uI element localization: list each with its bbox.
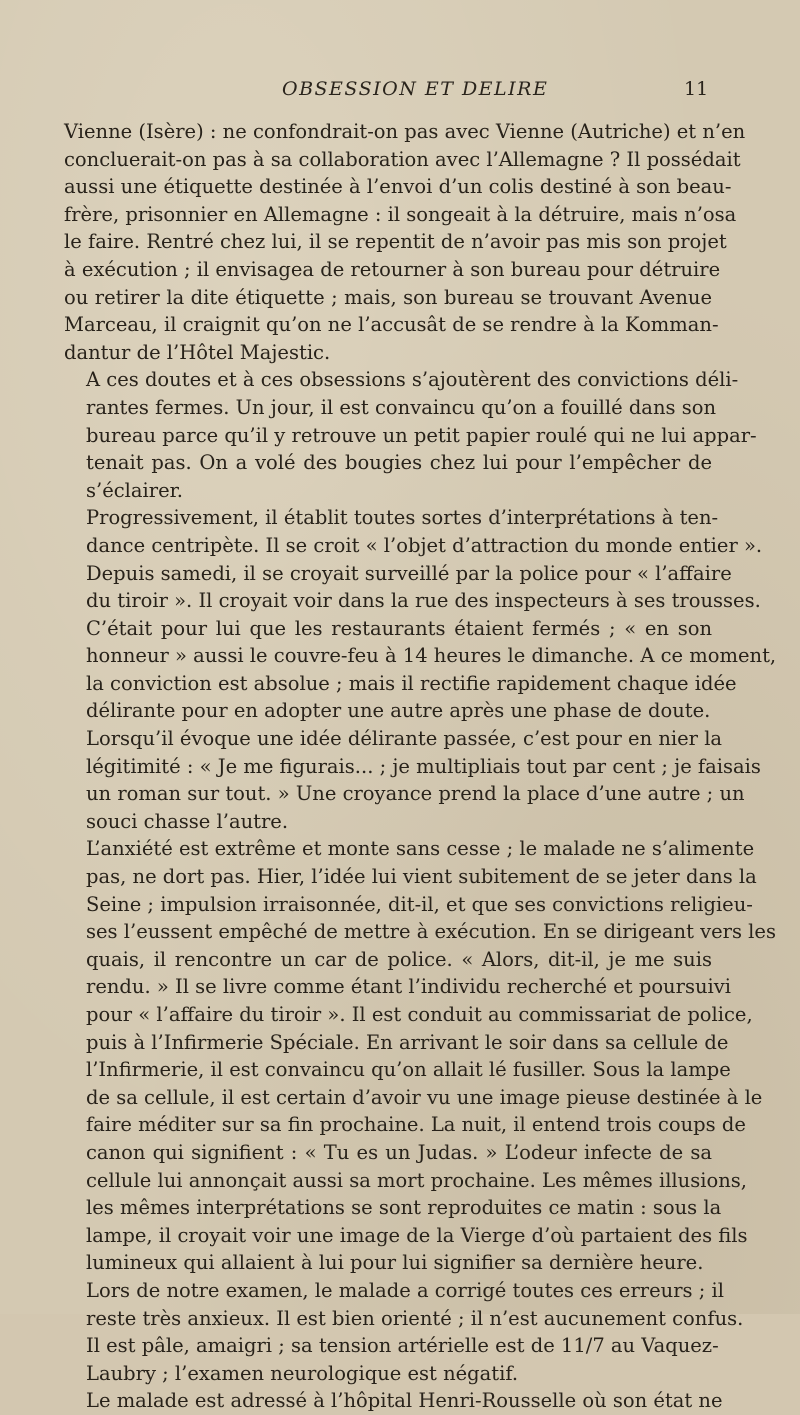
text-line: frère, prisonnier en Allemagne : il songeait à la détruire, mais n’osa <box>64 202 737 226</box>
paragraph <box>64 1332 719 1387</box>
text-line: Lors de notre examen, le malade a corrigé toutes ces erreurs ; il <box>86 1278 724 1302</box>
text-line: A ces doutes et à ces obsessions s’ajoutèrent des convictions déli- <box>86 368 739 392</box>
text-line: ses l’eussent empêché de mettre à exécution. En se dirigeant vers les <box>86 920 776 944</box>
paragraph <box>64 118 746 366</box>
text-line: Le malade est adressé à l’hôpital Henri-Rousselle où son état ne <box>86 1389 723 1413</box>
text-line: puis à l’Infirmerie Spéciale. En arrivant le soir dans sa cellule de <box>86 1030 729 1054</box>
text-line: Lorsqu’il évoque une idée délirante passée, c’est pour en nier la <box>86 727 723 751</box>
text-line: lampe, il croyait voir une image de la Vierge d’où partaient des fils <box>86 1223 748 1247</box>
text-line: le faire. Rentré chez lui, il se repentit de n’avoir pas mis son projet <box>64 230 727 254</box>
text-line: reste très anxieux. Il est bien orienté ; il n’est aucunement confus. <box>86 1306 744 1330</box>
text-line: légitimité : « Je me figurais... ; je multipliais tout par cent ; je faisais <box>86 754 761 778</box>
paragraph <box>64 1387 723 1415</box>
text-line: Il est pâle, amaigri ; sa tension artérielle est de 11/7 au Vaquez- <box>86 1334 719 1358</box>
running-title: OBSESSION ET DELIRE <box>282 78 549 100</box>
text-line: quais, il rencontre un car de police. « Alors, dit-il, je me suis <box>86 947 712 971</box>
text-line: à exécution ; il envisagea de retourner à son bureau pour détruire <box>64 257 721 281</box>
text-line: Marceau, il craignit qu’on ne l’accusât de se rendre à la Komman- <box>64 313 719 337</box>
text-line: aussi une étiquette destinée à l’envoi d’un colis destiné à son beau- <box>64 175 732 199</box>
text-line: pour « l’affaire du tiroir ». Il est conduit au commissariat de police, <box>86 1003 753 1026</box>
text-line: Depuis samedi, il se croyait surveillé par la police pour « l’affaire <box>86 561 732 585</box>
text-line: Vienne (Isère) : ne confondrait-on pas avec Vienne (Autriche) et n’en <box>64 120 746 143</box>
text-line: l’Infirmerie, il est convaincu qu’on allait lé fusiller. Sous la lampe <box>86 1058 731 1082</box>
paragraph <box>64 835 776 1277</box>
text-line: souci chasse l’autre. <box>86 809 289 833</box>
text-line: honneur » aussi le couvre-feu à 14 heures le dimanche. A ce moment, <box>86 644 777 668</box>
text-line: cellule lui annonçait aussi sa mort prochaine. Les mêmes illusions, <box>86 1168 747 1192</box>
text-line: un roman sur tout. » Une croyance prend la place d’une autre ; un <box>86 782 745 806</box>
text-line: dantur de l’Hôtel Majestic. <box>64 340 331 364</box>
page-number: 11 <box>684 78 709 100</box>
paragraph <box>64 366 757 504</box>
text-line: concluerait-on pas à sa collaboration avec l’Allemagne ? Il possédait <box>64 147 741 171</box>
body-text <box>64 118 777 1415</box>
text-line: rantes fermes. Un jour, il est convaincu qu’on a fouillé dans son <box>86 395 717 419</box>
text-line: s’éclairer. <box>86 478 184 502</box>
text-line: lumineux qui allaient à lui pour lui signifier sa dernière heure. <box>86 1251 704 1275</box>
text-line: tenait pas. On a volé des bougies chez lui pour l’empêcher de <box>86 451 712 475</box>
text-line: Laubry ; l’examen neurologique est négatif. <box>86 1361 519 1385</box>
text-line: délirante pour en adopter une autre après une phase de doute. <box>86 699 711 723</box>
paragraph <box>64 1277 744 1332</box>
text-line: dance centripète. Il se croit « l’objet d’attraction du monde entier ». <box>86 533 763 557</box>
paragraph <box>64 725 761 835</box>
text-line: pas, ne dort pas. Hier, l’idée lui vient subitement de se jeter dans la <box>86 865 757 889</box>
text-line: ou retirer la dite étiquette ; mais, son bureau se trouvant Avenue <box>64 285 712 309</box>
text-line: la conviction est absolue ; mais il rectifie rapidement chaque idée <box>86 671 737 695</box>
page-header <box>0 78 800 108</box>
text-line: Seine ; impulsion irraisonnée, dit-il, et que ses convictions religieu- <box>86 892 753 916</box>
text-line: rendu. » Il se livre comme étant l’individu recherché et poursuivi <box>86 975 731 999</box>
text-line: canon qui signifient : « Tu es un Judas. » L’odeur infecte de sa <box>86 1140 712 1164</box>
text-line: bureau parce qu’il y retrouve un petit papier roulé qui ne lui appar- <box>86 423 757 447</box>
paragraph <box>64 504 777 725</box>
text-line: faire méditer sur sa fin prochaine. La nuit, il entend trois coups de <box>86 1113 746 1137</box>
text-line: les mêmes interprétations se sont reproduites ce matin : sous la <box>86 1196 722 1220</box>
text-line: Progressivement, il établit toutes sortes d’interprétations à ten- <box>86 506 719 530</box>
text-line: du tiroir ». Il croyait voir dans la rue des inspecteurs à ses trousses. <box>86 589 761 613</box>
text-line: de sa cellule, il est certain d’avoir vu une image pieuse destinée à le <box>86 1085 763 1109</box>
text-line: L’anxiété est extrême et monte sans cesse ; le malade ne s’alimente <box>86 837 755 861</box>
text-line: C’était pour lui que les restaurants étaient fermés ; « en son <box>86 616 712 640</box>
